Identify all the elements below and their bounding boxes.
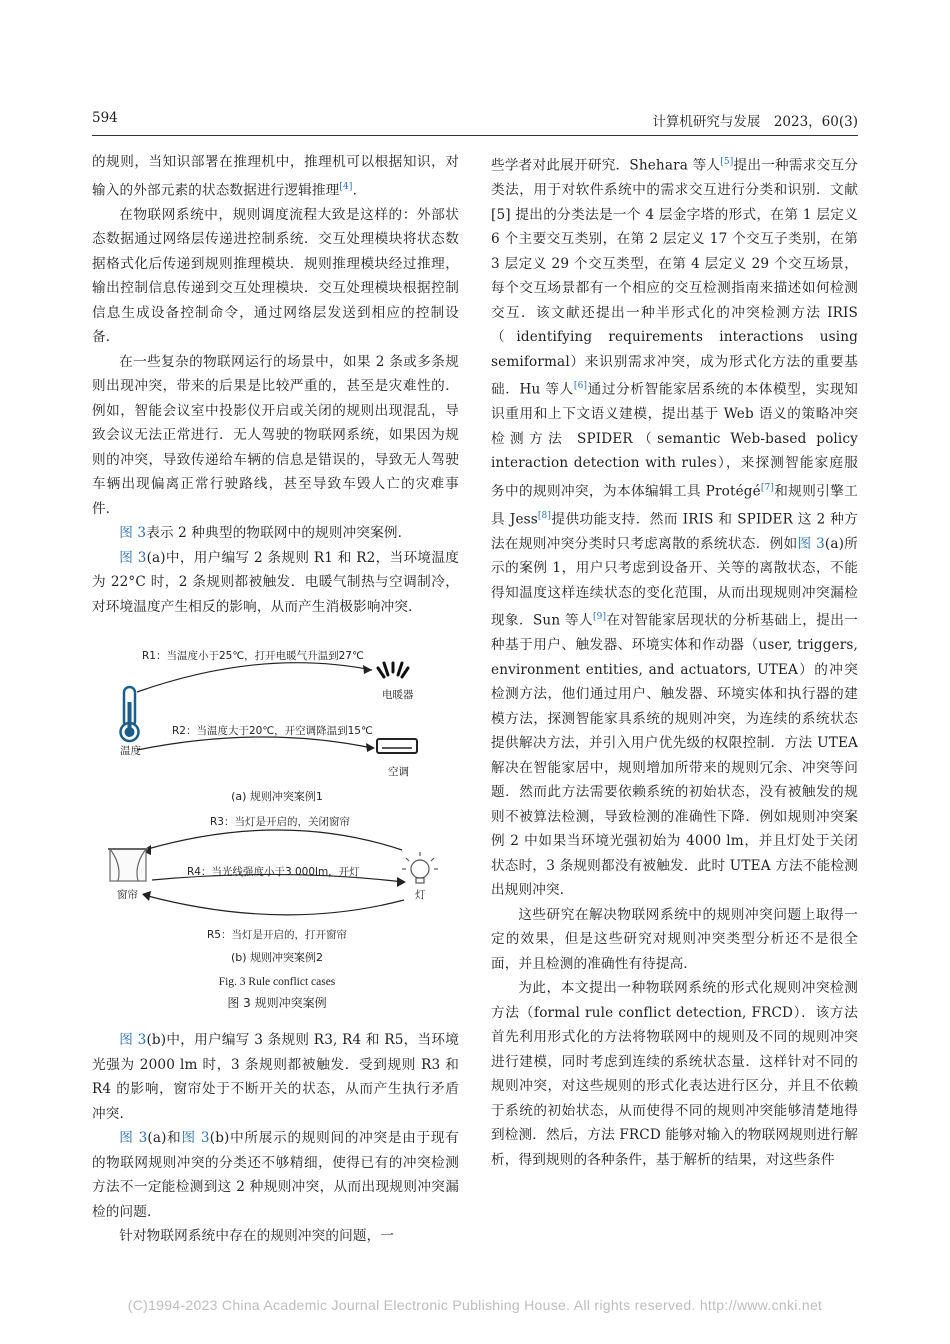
paragraph: 在一些复杂的物联网运行的场景中，如果 2 条或多条规则出现冲突，带来的后果是比较严重的，甚至是灾难性的．例如，智能会议室中投影仪开启或关闭的规则出现混乱，导致会议无法正常进行．无人驾驶的物联网系统，如果因为规则的冲突，导致传递给车辆的信息是错误的，导致无人驾驶车辆出现偏离正常行驶路线，甚至导致车毁人亡的灾难事件． xyxy=(92,353,459,517)
copyright-footer: (C)1994-2023 China Academic Journal Electronic Publishing House. All rights reserved. http://www.cnki.net xyxy=(127,1297,823,1313)
paragraph: 为此，本文提出一种物联网系统的形式化规则冲突检测方法（formal rule conflict detection, FRCD）．该方法首先利用形式化的方法将物联网中的规则及不同的规则冲突进行建模，同时考虑到连续的系统状态量．这样针对不同的规则冲突，对这些规则的形式化表达进行区分，并且不依赖于系统的初始状态，从而使得不同的规则冲突能够清楚地得到检测．然后，方法 FRCD 能够对输入的物联网规则进行解析，得到规则的各种条件，基于解析的结果，对这些条件 xyxy=(491,980,858,1168)
light-bulb-icon xyxy=(402,852,438,883)
ac-label: 空调 xyxy=(388,766,409,778)
figure-3 xyxy=(92,640,462,1025)
figure-link[interactable]: 图 3 xyxy=(181,1130,210,1146)
rule-r1-arrow xyxy=(137,663,372,692)
citation[interactable]: [8] xyxy=(537,510,552,521)
figure-link[interactable]: 图 3 xyxy=(797,535,825,552)
rule-r2-arrow xyxy=(137,737,372,750)
caption-b: (b) 规则冲突案例2 xyxy=(230,951,324,964)
paragraph: 这些研究在解决物联网系统中的规则冲突问题上取得一定的效果，但是这些研究对规则冲突类型分析还不是很全面，并且检测的准确性有待提高． xyxy=(491,906,858,972)
heater-label: 电暖器 xyxy=(382,689,414,701)
citation[interactable]: [5] xyxy=(720,157,734,167)
left-column xyxy=(92,150,459,619)
curtain-icon xyxy=(108,849,148,881)
temperature-label: 温度 xyxy=(120,745,141,757)
thermometer-icon xyxy=(121,687,139,741)
figure-link[interactable]: 图 3 xyxy=(119,1130,148,1146)
lamp-label: 灯 xyxy=(415,889,426,901)
paragraph: 图 3(a)中，用户编写 2 条规则 R1 和 R2，当环境温度为 22°C 时，2 条规则都被触发．电暖气制热与空调制冷，对环境温度产生相反的影响，从而产生消极影响冲突． xyxy=(92,549,459,615)
rule-r2-label: R2：当温度大于20℃，开空调降温到15℃ xyxy=(172,725,373,737)
paragraph: 在物联网系统中，规则调度流程大致是这样的：外部状态数据通过网络层传递进控制系统．交互处理模块将状态数据格式化后传递到规则推理模块．规则推理模块经过推理，输出控制信息传递到交互处理模块．交互处理模块根据控制信息生成设备控制命令，通过网络层发送到相应的控制设备． xyxy=(92,206,459,346)
rule-r3-label: R3：当灯是开启的，关闭窗帘 xyxy=(210,816,350,828)
citation[interactable]: [7] xyxy=(760,482,775,493)
paragraph: 的规则，当知识部署在推理机中，推理机可以根据知识，对输入的外部元素的状态数据进行逻辑推理[4]． xyxy=(92,154,459,199)
paragraph: 图 3(a)和图 3(b)中所展示的规则间的冲突是由于现有的物联网规则冲突的分类还不够精细，使得已有的冲突检测方法不一定能检测到这 2 种规则冲突，从而出现规则冲突漏检的问题． xyxy=(92,1130,459,1220)
caption-a: (a) 规则冲突案例1 xyxy=(231,790,323,803)
left-column-lower xyxy=(92,1028,459,1249)
caption-en: Fig. 3 Rule conflict cases xyxy=(218,976,336,988)
header-rule xyxy=(92,135,858,136)
citation[interactable]: [4] xyxy=(339,181,353,192)
curtain-label: 窗帘 xyxy=(117,889,138,901)
rule-r5-label: R5：当灯是开启的，打开窗帘 xyxy=(207,929,347,941)
paragraph: 图 3表示 2 种典型的物联网中的规则冲突案例． xyxy=(119,525,412,542)
page-number: 594 xyxy=(92,110,118,126)
citation[interactable]: [6] xyxy=(573,381,588,392)
journal-header: 计算机研究与发展 2023，60(3) xyxy=(652,114,858,130)
paragraph: 些学者对此展开研究．Shehara 等人[5]提出一种需求交互分类法，用于对软件系统中的需求交互进行分类和识别．文献 [5] 提出的分类法是一个 4 层金字塔的形式，在第 1 层定义 6 个主要交互类别，在第 2 层定义 17 个交互子类别，在第 3 层定义 29 个交互类型，在第 4 层定义 29 个交互场景，每个交互场景都有一个相应的交互检测指南来描述如何检测交互．该文献还提出一种半形式化的冲突检测方法 IRIS（identifying requirements interactions using semiformal）来识别需求冲突，成为形式化方法的重要基础．Hu 等人[6]通过分析智能家居系统的本体模型，实现知识重用和上下文语义建模，提出基于 Web 语义的策略冲突检测方法 SPIDER（semantic Web-based policy interaction detection with rules），来探测智能家庭服务中的规则冲突，为本体编辑工具 Protégé[7]和规则引擎工具 Jess[8]提供功能支持．然而 IRIS 和 SPIDER 这 2 种方法在规则冲突分类时只考虑离散的系统状态．例如图 3(a)所示的案例 1，用户只考虑到设备开、关等的离散状态，不能得知温度这样连续状态的变化范围，从而出现规则冲突漏检现象．Sun 等人[9]在对智能家居现状的分析基础上，提出一种基于用户、触发器、环境实体和作动器（user, triggers, environment entities, and actuators, UTEA）的冲突检测方法，他们通过用户、触发器、环境实体和执行器的建模方法，探测智能家具系统的规则冲突，为连续的系统状态提供解决方法，并引入用户优先级的权限控制．方法 UTEA 解决在智能家居中，规则增加所带来的规则冗余、冲突等问题．然而此方法需要依赖系统的初始状态，没有被触发的规则不被算法检测，导致检测的准确性下降．例如规则冲突案例 2 中如果当环境光强初始为 4000 lm，并且灯处于关闭状态时，3 条规则都没有被触发．此时 UTEA 方法不能检测出规则冲突． xyxy=(491,157,858,899)
paragraph: 针对物联网系统中存在的规则冲突的问题，一 xyxy=(119,1228,395,1244)
air-conditioner-icon xyxy=(377,739,417,753)
right-column xyxy=(491,150,858,1172)
figure-link[interactable]: 图 3 xyxy=(119,525,147,542)
caption-cn: 图 3 规则冲突案例 xyxy=(227,996,327,1010)
rule-r3-arrow xyxy=(144,830,402,850)
rule-r1-label: R1：当温度小于25℃，打开电暖气升温到27℃ xyxy=(142,650,364,662)
figure-link[interactable]: 图 3 xyxy=(119,549,147,566)
figure-diagram xyxy=(92,640,462,1025)
citation[interactable]: [9] xyxy=(592,612,607,623)
heater-icon xyxy=(378,663,408,677)
paragraph: 图 3(b)中，用户编写 3 条规则 R3, R4 和 R5，当环境光强为 2000 lm 时，3 条规则都被触发．受到规则 R3 和 R4 的影响，窗帘处于不断开关的状态，从而产生执行矛盾冲突． xyxy=(92,1032,459,1122)
rule-r4-label: R4：当光线强度小于3 000lm，开灯 xyxy=(187,866,360,878)
rule-r5-arrow xyxy=(144,895,404,915)
figure-link[interactable]: 图 3 xyxy=(119,1032,147,1048)
